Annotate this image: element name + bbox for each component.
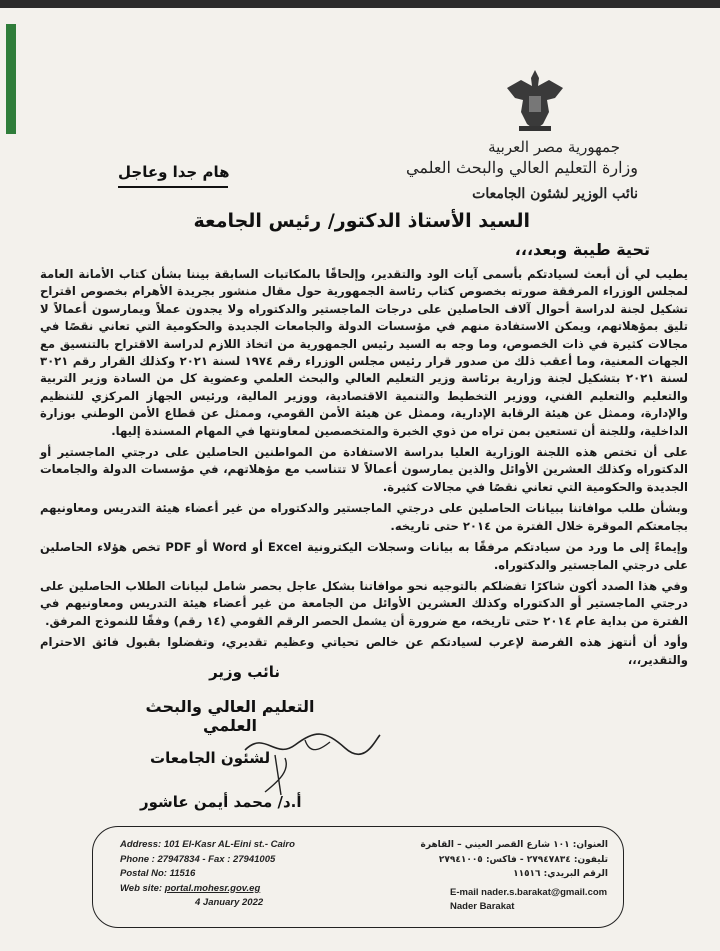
footer-arabic-contact bbox=[421, 838, 608, 882]
footer-postal: Postal No: 11516 bbox=[120, 868, 196, 879]
letter-date: 4 January 2022 bbox=[195, 897, 264, 908]
footer-email-block bbox=[450, 886, 607, 914]
paragraph: على أن تختص هذه اللجنة الوزارية العليا بدراسة الاستفادة من المواطنين الحاصلين على درجتي الماجستير أو الدكتوراه وكذلك العشرين الأوائل والذين يمارسون أعمالاً لا تتناسب مع مؤهلاتهم، في مؤسسات الدولة والجامعات الجديدة والحكومية التي تعاني نقصًا في مجالات كثيرة. bbox=[40, 445, 688, 494]
letter-page bbox=[0, 8, 720, 951]
footer-address-ar: العنوان: ١٠١ شارع القصر العيني – القاهرة bbox=[420, 840, 608, 850]
footer-phone-ar: تليفون: ٢٧٩٤٧٨٣٤ - فاكس: ٢٧٩٤١٠٠٥ bbox=[438, 854, 608, 865]
ministry-name: وزارة التعليم العالي والبحث العلمي bbox=[406, 158, 638, 177]
signature-title-3: لشئون الجامعات bbox=[150, 749, 271, 767]
handwritten-signature-icon bbox=[235, 720, 385, 800]
letter-body bbox=[40, 266, 688, 673]
paragraph: وإيماءً إلى ما ورد من سيادتكم مرفقًا به بيانات وسجلات اليكترونية Excel أو Word أو PDF تخص هؤلاء الحاصلين على درجتي الماجستير والدكتوراه. bbox=[40, 540, 688, 572]
footer-sender: Nader Barakat bbox=[450, 901, 515, 912]
footer-postal-ar: الرقم البريدي: ١١٥١٦ bbox=[513, 869, 608, 879]
office-name: نائب الوزير لشئون الجامعات bbox=[472, 186, 638, 202]
paragraph: وأود أن أنتهز هذه الفرصة لإعرب لسيادتكم عن خالص تحياتي وعظيم تقديري، وتفضلوا بقبول فائق الاحترام والتقدير،،، bbox=[40, 635, 688, 667]
greeting: تحية طيبة وبعد،،، bbox=[514, 240, 650, 259]
priority-label: هام جدا وعاجل bbox=[118, 163, 230, 181]
footer-email[interactable]: E-mail nader.s.barakat@gmail.com bbox=[450, 887, 608, 898]
paragraph: وبشأن طلب موافاتنا ببيانات الحاصلين على درجتي الماجستير والدكتوراه من غير أعضاء هيئة التدريس ومعاونيهم بجامعتكم الموقرة خلال الفترة من ٢٠١٤ حتى تاريخه. bbox=[40, 501, 688, 533]
left-edge-bar bbox=[6, 24, 16, 134]
footer-english-contact bbox=[120, 838, 295, 911]
priority-underline bbox=[118, 186, 228, 188]
footer-address: Address: 101 El-Kasr AL-Eini st.- Cairo bbox=[120, 839, 295, 850]
paragraph: يطيب لي أن أبعث لسيادتكم بأسمى آيات الود والتقدير، وإلحاقًا بالمكاتبات السابقة بيننا بشأن كتاب الأمانة العامة لمجلس الوزراء المرفقة صورته بخصوص كتاب رئاسة الجمهورية حول مقال منشور بجريدة الأهرام بخصوص اقتراح تشكيل لجنة لدراسة أحوال آلاف الحاصلين على درجات الماجستير والدكتوراه ولا يجدون عملاً ويمارسون أعمالاً لا تليق بمؤهلاتهم، ويمكن الاستفادة منهم في مؤسسات الدولة والجامعات الجديدة والحكومية التي تعاني نقصًا في مجالات كثيرة في ذات الخصوص، وما وجه به السيد رئيس الجمهورية من اتخاذ اللازم لدراسة الاقتراح بالتنسيق مع الجهات المعنية، وما أعقب ذلك من صدور قرار رئيس مجلس الوزراء رقم ١٩٧٤ لسنة ٢٠٢١ وكذلك القرار رقم ٣٠٢١ لسنة ٢٠٢١ بتشكيل لجنة وزارية برئاسة وزير التعليم العالي والبحث العلمي وعضوية كل من السادة وزير التربية والتعليم والتعليم الفني، ووزير التخطيط والتنمية الاقتصادية، ووزير المالية، ورئيس الجهاز المركزي للتنظيم والإدارة، وممثل عن هيئة الرقابة الإدارية، وممثل عن هيئة الأمن القومي، وممثل عن قطاع الأمن الوطني بوزارة الداخلية، وللجنة أن تستعين بمن تراه من ذوي الخبرة والمتخصصين لمعاونتها في المهام المسندة إليها. bbox=[40, 267, 688, 438]
signature-title-2: التعليم العالي والبحث العلمي bbox=[145, 697, 315, 735]
footer-website: Web site: portal.mohesr.gov.eg bbox=[120, 882, 261, 894]
country-name: جمهورية مصر العربية bbox=[488, 138, 620, 156]
eagle-emblem-icon bbox=[505, 66, 565, 134]
signatory-name: أ.د/ محمد أيمن عاشور bbox=[140, 793, 302, 811]
footer-phone: Phone : 27947834 - Fax : 27941005 bbox=[120, 853, 276, 865]
paragraph: وفي هذا الصدد أكون شاكرًا تفضلكم بالتوجيه نحو موافاتنا بشكل عاجل بحصر شامل لبيانات الطلاب الحاصلين على درجتي الماجستير أو الدكتوراه وكذلك العشرين الأوائل من الجامعة من غير أعضاء هيئة التدريس ومعاونيهم في الفترة من بداية عام ٢٠١٤ حتى تاريخه، مع ضرورة أن يشمل الحصر الرقم القومي (١٤ رقم) وفقًا للنموذج المرفق. bbox=[40, 578, 688, 628]
salutation: السيد الأستاذ الدكتور/ رئيس الجامعة bbox=[193, 210, 530, 232]
website-link[interactable]: portal.mohesr.gov.eg bbox=[164, 882, 261, 894]
signature-title-1: نائب وزير bbox=[209, 663, 280, 681]
